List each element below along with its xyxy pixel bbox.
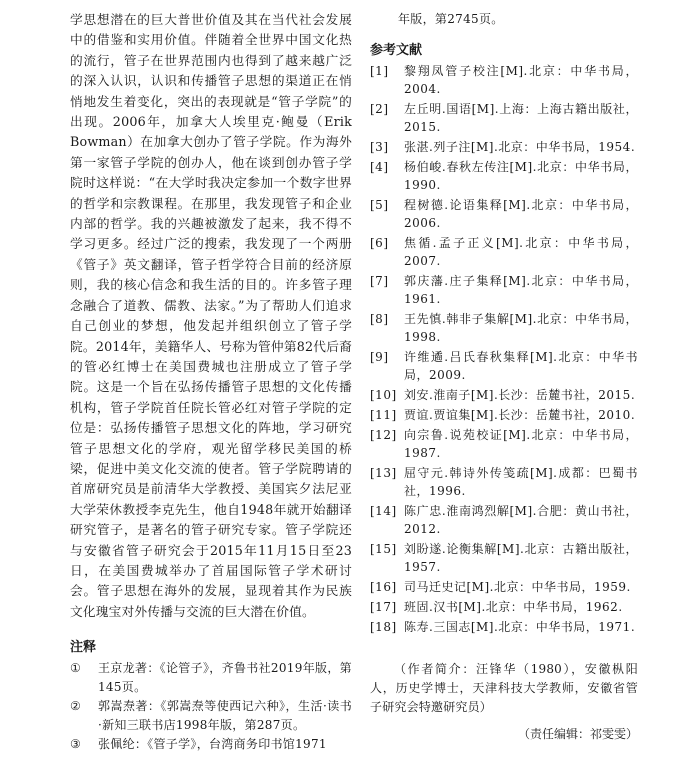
- reference-item: [370, 426, 638, 462]
- reference-number: [12]: [370, 428, 397, 442]
- reference-item: [370, 578, 638, 596]
- reference-text: 向宗鲁.说苑校证[M].北京：中华书局，1987.: [404, 428, 638, 460]
- reference-number: [14]: [370, 504, 397, 518]
- reference-number: [15]: [370, 542, 397, 556]
- reference-text: 刘盼遂.论衡集解[M].北京：古籍出版社，1957.: [404, 542, 638, 574]
- right-column: [370, 10, 638, 742]
- note-text: 王京龙著：《论管子》，齐鲁书社2019年版，第145页。: [98, 661, 352, 695]
- note-text: 张佩纶：《管子学》，台湾商务印书馆1971: [98, 737, 327, 752]
- reference-number: [6]: [370, 236, 389, 250]
- reference-item: [370, 406, 638, 424]
- notes-heading: 注释: [70, 640, 97, 656]
- references-heading: 参考文献: [370, 43, 423, 58]
- reference-number: [5]: [370, 198, 389, 212]
- reference-number: [9]: [370, 350, 389, 364]
- reference-text: 杨伯峻.春秋左传注[M].北京：中华书局，1990.: [404, 160, 638, 192]
- reference-text: 焦循.孟子正义[M].北京：中华书局，2007.: [404, 236, 638, 268]
- note-continuation: 年版，第2745页。: [398, 12, 504, 26]
- reference-text: 刘安.淮南子[M].长沙：岳麓书社，2015.: [404, 388, 636, 402]
- reference-number: [7]: [370, 274, 389, 288]
- reference-item: [370, 234, 638, 270]
- note-marker: ③: [70, 737, 82, 752]
- reference-item: [370, 158, 638, 194]
- author-bio: （作者简介：汪锋华（1980），安徽枞阳人，历史学博士，天津科技大学教师，安徽省管子研究会特邀研究员）: [370, 662, 638, 714]
- reference-text: 黎翔凤管子校注[M].北京：中华书局，2004.: [404, 64, 638, 96]
- reference-number: [16]: [370, 580, 397, 594]
- left-column: [70, 10, 352, 754]
- reference-text: 陈寿.三国志[M].北京：中华书局，1971.: [404, 620, 636, 634]
- reference-text: 郭庆藩.庄子集释[M].北京：中华书局，1961.: [404, 274, 638, 306]
- reference-text: 贾谊.贾谊集[M].长沙：岳麓书社，2010.: [404, 408, 636, 422]
- reference-item: [370, 62, 638, 98]
- note-marker: ②: [70, 699, 82, 714]
- reference-text: 陈广忠.淮南鸿烈解[M].合肥：黄山书社，2012.: [404, 504, 638, 536]
- reference-number: [4]: [370, 160, 389, 174]
- reference-number: [17]: [370, 600, 397, 614]
- reference-number: [13]: [370, 466, 397, 480]
- reference-text: 许维遹.吕氏春秋集释[M].北京：中华书局，2009.: [404, 350, 638, 382]
- reference-number: [8]: [370, 312, 389, 326]
- reference-item: [370, 502, 638, 538]
- reference-text: 班固.汉书[M].北京：中华书局，1962.: [404, 600, 623, 614]
- references-list: [370, 62, 638, 636]
- reference-item: [370, 348, 638, 384]
- reference-number: [3]: [370, 140, 389, 154]
- reference-item: [370, 540, 638, 576]
- reference-item: [370, 196, 638, 232]
- reference-item: [370, 310, 638, 346]
- reference-number: [18]: [370, 620, 397, 634]
- reference-text: 左丘明.国语[M].上海：上海古籍出版社，2015.: [404, 102, 638, 134]
- note-item: [70, 697, 352, 735]
- reference-number: [11]: [370, 408, 397, 422]
- reference-number: [2]: [370, 102, 389, 116]
- reference-item: [370, 598, 638, 616]
- responsible-editor: （责任编辑：祁雯雯）: [517, 727, 638, 741]
- reference-text: 屈守元.韩诗外传笺疏[M].成都：巴蜀书社，1996.: [404, 466, 638, 498]
- reference-item: [370, 100, 638, 136]
- reference-text: 张湛.列子注[M].北京：中华书局，1954.: [404, 140, 636, 154]
- reference-item: [370, 464, 638, 500]
- body-paragraph: 学思想潜在的巨大普世价值及其在当代社会发展中的借鉴和实用价值。伴随着全世界中国文化热的流行，管子在世界范围内也得到了越来越广泛的深入认识，认识和传播管子思想的渠道正在悄悄地发生着变化，突出的表现就是“管子学院”的出现。2006年，加拿大人埃里克·鲍曼（Erik Bowman）在加拿大创办了管子学院。作为海外第一家管子学院的创办人，他在谈到创办管子学院时这样说：“在大学时我决定参加一个数字世界的哲学和宗教课程。在那里，我发现管子和企业内部的哲学。我的兴趣被激发了起来，我不得不学习更多。经过广泛的搜索，我发现了一个两册《管子》英文翻译，管子哲学符合目前的经济原则，我的核心信念和我生活的目的。许多管子理念融合了道教、儒教、法家。”为了帮助人们追求自己创业的梦想，他发起并组织创立了管子学院。2014年，美籍华人、号称为管仲第82代后裔的管必红博士在美国费城也注册成立了管子学院。这是一个旨在弘扬传播管子思想的文化传播机构，管子学院首任院长管必红对管子学院的定位是：弘扬传播管子思想文化的阵地，学习研究管子思想文化的学府，观光留学移民美国的桥梁，促进中美文化交流的使者。管子学院聘请的首席研究员是前清华大学教授、美国宾夕法尼亚大学荣休教授李克先生，他自1948年就开始翻译研究管子，是著名的管子研究专家。管子学院还与安徽省管子研究会于2015年11月15日至23日，在美国费城举办了首届国际管子学术研讨会。管子思想在海外的发展，显现着其作为民族文化瑰宝对外传播与交流的巨大潜在价值。: [70, 12, 352, 619]
- note-item: [70, 735, 352, 754]
- reference-text: 司马迁史记[M].北京：中华书局，1959.: [404, 580, 631, 594]
- reference-item: [370, 618, 638, 636]
- reference-text: 程树德.论语集释[M].北京：中华书局，2006.: [404, 198, 638, 230]
- reference-item: [370, 386, 638, 404]
- reference-item: [370, 272, 638, 308]
- reference-item: [370, 138, 638, 156]
- notes-list: [70, 659, 352, 754]
- reference-number: [10]: [370, 388, 397, 402]
- note-item: [70, 659, 352, 697]
- reference-text: 王先慎.韩非子集解[M].北京：中华书局，1998.: [404, 312, 638, 344]
- note-text: 郭嵩焘著：《郭嵩焘等使西记六种》，生活·读书·新知三联书店1998年版，第287页。: [98, 699, 352, 733]
- reference-number: [1]: [370, 64, 389, 78]
- note-marker: ①: [70, 661, 82, 676]
